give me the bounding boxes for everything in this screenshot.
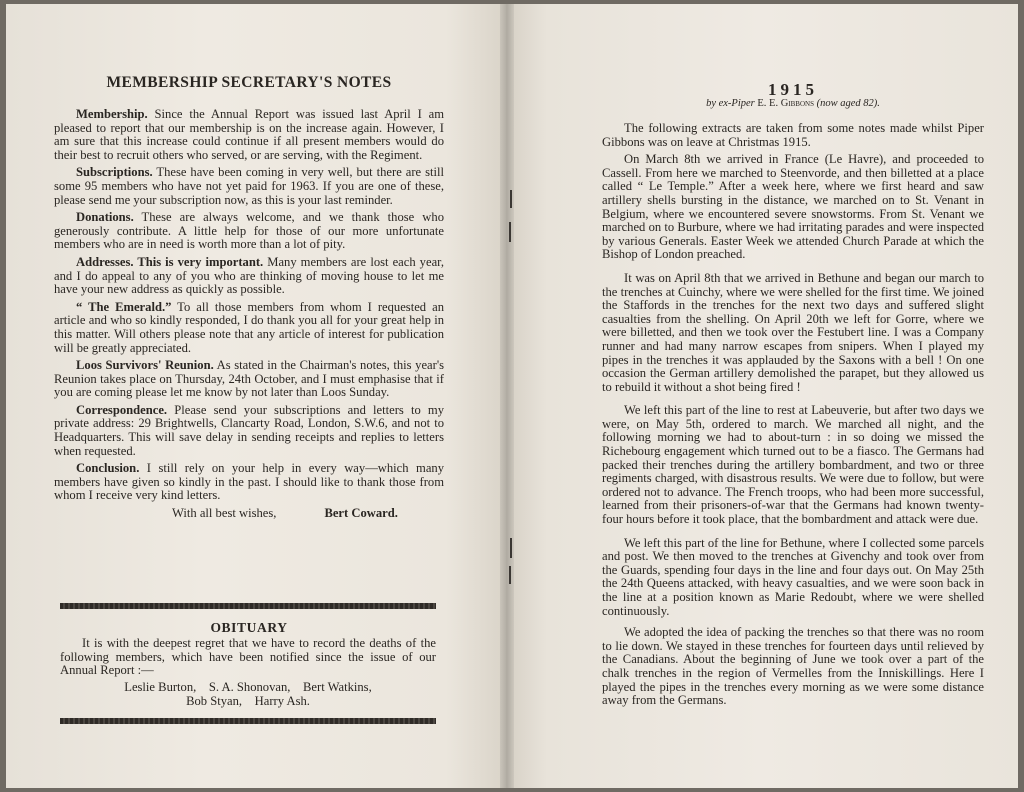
- text-subscriptions: These have been coming in very well, but there are still some 95 members who have not yet paid for 1963. If you are one of these, please send me your subscription now, as this is your last reminder.: [54, 165, 444, 207]
- article-paragraph: On March 8th we arrived in France (Le Havre), and proceeded to Cassell. From here we marched to Steenvorde, and then billetted at a place called “ Le Temple.” After a week here, where we first heard and saw artillery shells bursting in the distance, we marched on to St. Venant in Belgium, where we encountered severe snowstorms. From St. Venant we marched on to Burbure, where we had irritating parades and were inspected by various Generals. Easter Week we attended Church Parade at which the Bishop of London preached.: [602, 152, 984, 262]
- article-paragraph: It was on April 8th that we arrived in Bethune and began our march to the trenches at Cuinchy, where we were shelled for the first time. We joined the Staffords in the trenches for the next two days and suffered slight casualties from the shelling. On April 20th we left for Gorre, where we were billetted, and then we took over the Festubert line. I was a Company runner and had many narrow escapes from snipers. When I played my pipes in the trenches it was applauded by the Saxons with a bell ! On one occasion the German artillery demolished the parapet, but they allowed us to rebuild it without a shot being fired !: [602, 270, 984, 394]
- lead-reunion: Loos Survivors' Reunion.: [76, 358, 214, 373]
- lead-correspondence: Correspondence.: [76, 402, 168, 417]
- paragraph-membership: [54, 108, 444, 162]
- lead-emerald: “ The Emerald.”: [76, 299, 172, 314]
- article-paragraph: The following extracts are taken from some notes made whilst Piper Gibbons was on leave at Christmas 1915.: [602, 121, 984, 149]
- text-addresses: Many members are lost each year, and I do appeal to any of you who are thinking of moving house to let me have your new address as quickly as possible.: [54, 254, 444, 297]
- paragraph-addresses: [54, 256, 444, 297]
- text-emerald: To all those members from whom I requested an article and who so kindly responded, I do thank you all for your great help in this matter. Will others please note that any article of interest for publication will be greatly appreciated.: [54, 299, 444, 355]
- paragraph-correspondence: [54, 404, 444, 458]
- text-donations: These are always welcome, and we thank those who generously contribute. A little help for those of our more unfortunate members who are in need is worth more than a lot of pity.: [54, 210, 444, 252]
- byline-prefix: by ex-Piper: [706, 98, 755, 109]
- article-body: [602, 122, 984, 712]
- staple-top: [510, 190, 512, 208]
- lead-donations: Donations.: [76, 210, 134, 225]
- obituary-heading: OBITUARY: [210, 620, 288, 635]
- closing-wishes: With all best wishes,: [172, 506, 277, 521]
- staple-lower: [510, 538, 512, 558]
- byline-suffix: (now aged 82).: [816, 98, 880, 109]
- paragraph-conclusion: [54, 462, 444, 503]
- text-correspondence: Please send your subscriptions and letters to my private address: 29 Brightwells, Clancarty Road, London, S.W.6, and not to Headquarters. This will save delay in sending receipts and replies to letters when requested.: [54, 402, 444, 458]
- article-paragraph: We left this part of the line for Bethune, where I collected some parcels and post. We then moved to the trenches at Givenchy and took over from the Guards, spending four days in the line and four days out. On May 25th the 24th Queens attacked, with heavy casualties, and we were soon back in the line at a position known as Marie Redoubt, where we were shelled continuously.: [602, 535, 984, 618]
- closing-line: [54, 507, 444, 521]
- text-conclusion: I still rely on your help in every way—which many members have given so kindly in the past. I should like to thank those from whom I receive very kind letters.: [54, 461, 444, 503]
- staple-bottom: [509, 566, 511, 584]
- membership-notes: [54, 108, 444, 521]
- obituary-names-line1: Leslie Burton, S. A. Shonovan, Bert Watkins,: [124, 680, 372, 694]
- signature: Bert Coward.: [324, 506, 398, 521]
- text-reunion: As stated in the Chairman's notes, this year's Reunion takes place on Thursday, 24th October, and I must emphasise that if you are coming please let me know by not later than Loos Sunday.: [54, 358, 444, 400]
- lead-membership: Membership.: [76, 107, 148, 121]
- lead-conclusion: Conclusion.: [76, 461, 140, 476]
- paragraph-subscriptions: [54, 166, 444, 207]
- membership-heading: MEMBERSHIP SECRETARY'S NOTES: [106, 74, 392, 91]
- article-byline: [602, 98, 984, 109]
- obituary-text: [60, 637, 436, 678]
- lead-addresses: Addresses. This is very important.: [76, 254, 264, 269]
- paragraph-emerald: [54, 301, 444, 355]
- staple-upper: [509, 222, 511, 242]
- obituary-paragraph: It is with the deepest regret that we have to record the deaths of the following members, which have been notified since the issue of our Annual Report :—: [60, 636, 436, 678]
- article-title: 1915: [768, 80, 818, 99]
- lead-subscriptions: Subscriptions.: [76, 165, 153, 180]
- article-paragraph: We left this part of the line to rest at Labeuverie, but after two days we were, on May 5th, ordered to march. We marched all night, and the following morning we had to about-turn : in so doing we missed the Richebourg engagement which turned out to be a fiasco. The Germans had packed their trenches during the artillery bombardment, and two or three regiments charged, with disastrous results. We were due to follow, but were ordered not to advance. The French troops, who had been more successful, learned from their prisoners-of-war that the Germans had known twenty-four hours before it took place, that the bombardment and attack were due.: [602, 403, 984, 527]
- gutter: [500, 4, 514, 788]
- paragraph-reunion: [54, 359, 444, 400]
- article-paragraph: We adopted the idea of packing the trenches so that there was no room to lie down. We stayed in these trenches for fourteen days until relieved by the Canadians. About the beginning of June we took over a part of the chalk trenches in the region of Vermelles from the Inniskillings. Here I played the pipes in the trenches every morning as we were some distance away from the Germans.: [602, 625, 984, 708]
- text-membership: Since the Annual Report was issued last April I am pleased to report that our membership is on the increase again. However, I am sure that this increase could continue if all present members would do their best to recruit others who served, or are serving, with the Regiment.: [54, 107, 444, 162]
- paragraph-donations: [54, 211, 444, 252]
- obituary-names: [60, 681, 436, 708]
- obituary-rule-top: [60, 603, 436, 609]
- obituary-names-line2: Bob Styan, Harry Ash.: [186, 693, 310, 708]
- obituary-rule-bottom: [60, 718, 436, 724]
- byline-author: E. E. Gibbons: [757, 98, 814, 109]
